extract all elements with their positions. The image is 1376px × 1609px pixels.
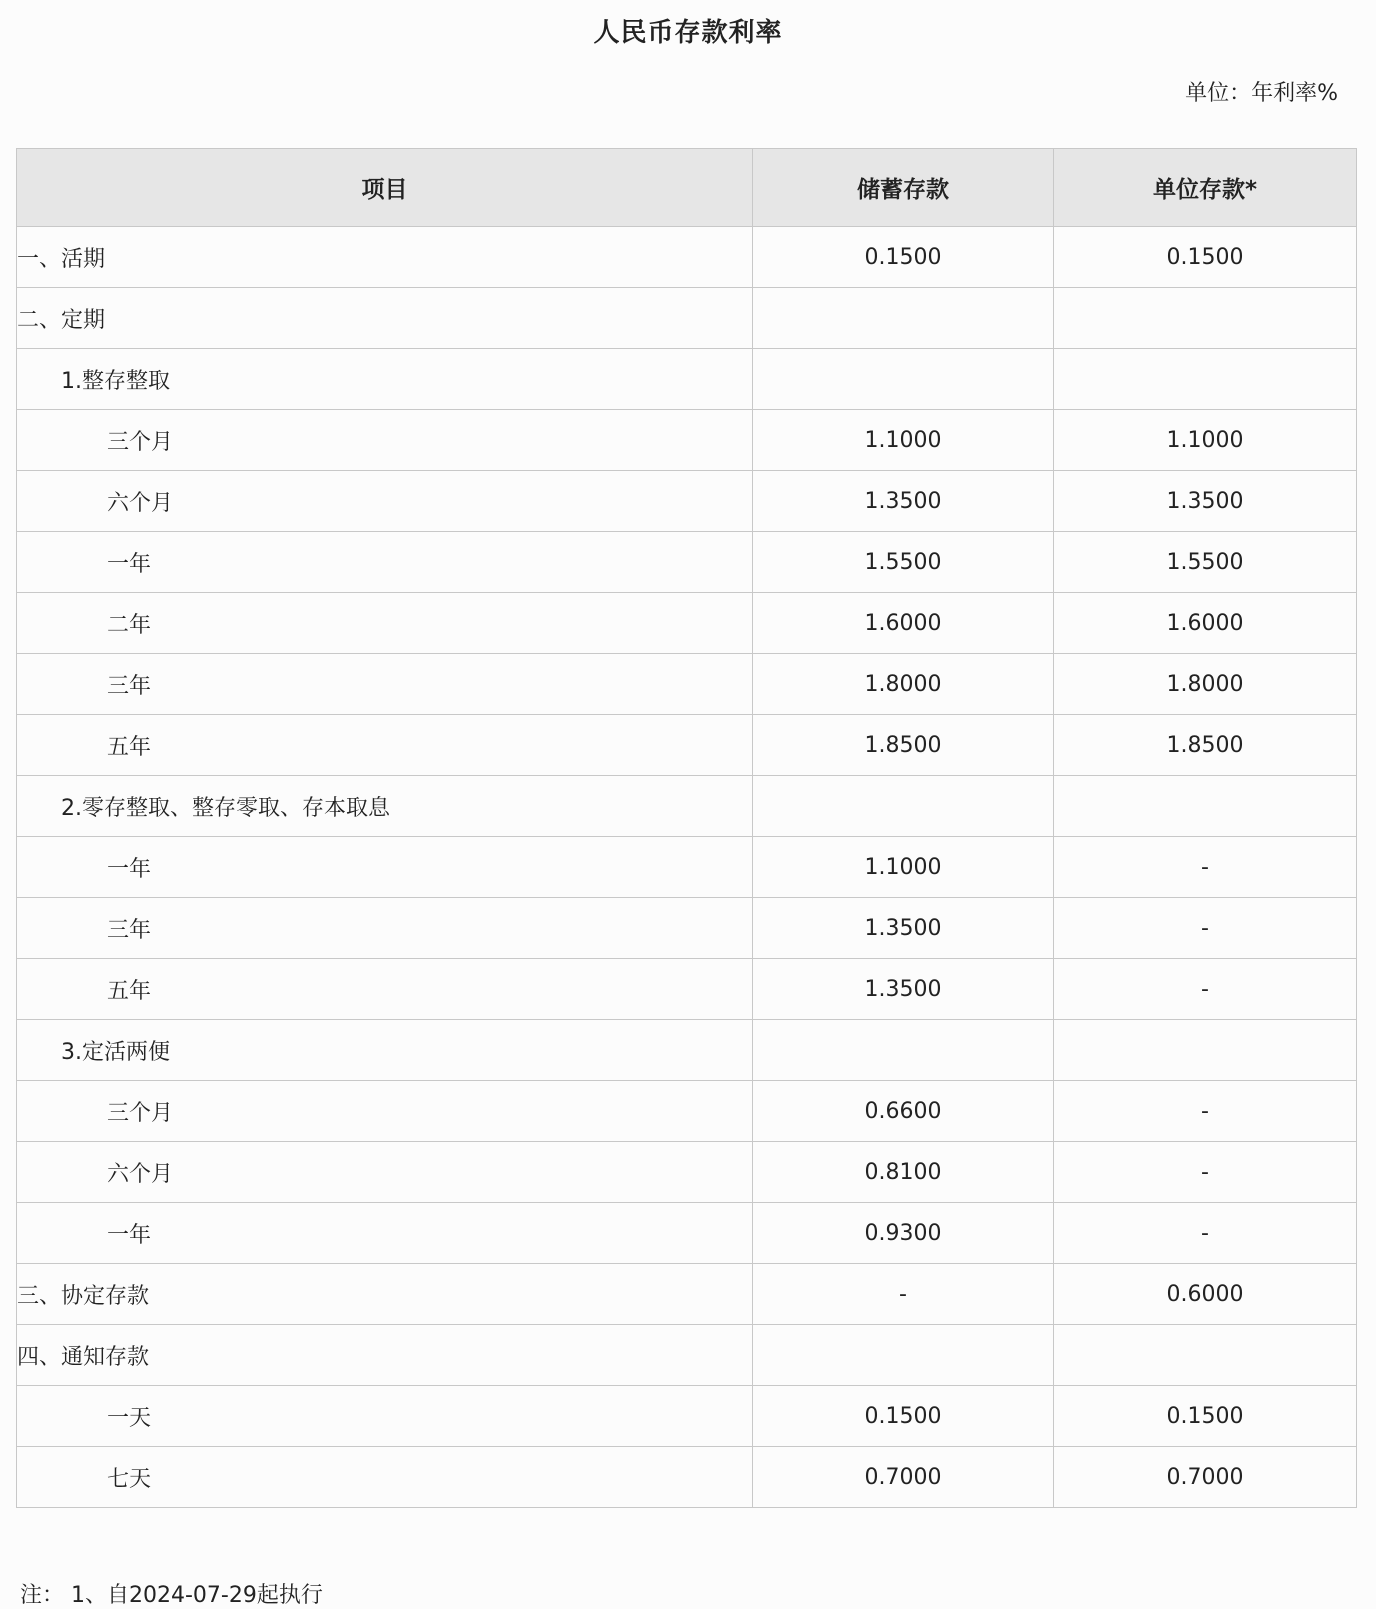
table-row [17, 1447, 1357, 1508]
row-savings: 1.3500 [753, 898, 1054, 959]
row-item: 四、通知存款 [17, 1325, 753, 1386]
row-corporate: 1.8000 [1054, 654, 1357, 715]
row-savings: 1.8000 [753, 654, 1054, 715]
row-savings: 0.6600 [753, 1081, 1054, 1142]
table-row [17, 1142, 1357, 1203]
row-corporate: 1.5500 [1054, 532, 1357, 593]
row-item: 三个月 [17, 1081, 753, 1142]
table-row [17, 288, 1357, 349]
row-item: 三、协定存款 [17, 1264, 753, 1325]
row-item: 三年 [17, 654, 753, 715]
row-corporate: 0.7000 [1054, 1447, 1357, 1508]
page-title: 人民币存款利率 [593, 18, 783, 48]
row-corporate: 1.8500 [1054, 715, 1357, 776]
row-savings [753, 1325, 1054, 1386]
row-savings: 1.5500 [753, 532, 1054, 593]
row-savings: - [753, 1264, 1054, 1325]
row-item: 一年 [17, 532, 753, 593]
row-item: 二、定期 [17, 288, 753, 349]
table-row [17, 532, 1357, 593]
row-savings: 0.9300 [753, 1203, 1054, 1264]
row-savings [753, 349, 1054, 410]
table-row [17, 1264, 1357, 1325]
row-savings: 0.8100 [753, 1142, 1054, 1203]
table-row [17, 227, 1357, 288]
row-item: 五年 [17, 715, 753, 776]
row-savings: 1.3500 [753, 471, 1054, 532]
row-corporate: 1.3500 [1054, 471, 1357, 532]
row-corporate [1054, 1325, 1357, 1386]
table-row [17, 471, 1357, 532]
row-corporate: - [1054, 1203, 1357, 1264]
row-corporate: 1.1000 [1054, 410, 1357, 471]
row-item: 二年 [17, 593, 753, 654]
deposit-rate-table [16, 148, 1357, 1508]
table-row [17, 1325, 1357, 1386]
row-item: 1.整存整取 [17, 349, 753, 410]
row-savings: 0.1500 [753, 1386, 1054, 1447]
row-item: 3.定活两便 [17, 1020, 753, 1081]
table-row [17, 1081, 1357, 1142]
row-corporate: 0.6000 [1054, 1264, 1357, 1325]
row-corporate: - [1054, 1081, 1357, 1142]
row-item: 三个月 [17, 410, 753, 471]
row-corporate: - [1054, 1142, 1357, 1203]
row-savings: 1.3500 [753, 959, 1054, 1020]
table-row [17, 715, 1357, 776]
table-header-row [17, 149, 1357, 227]
row-item: 三年 [17, 898, 753, 959]
row-corporate [1054, 1020, 1357, 1081]
table-row [17, 837, 1357, 898]
row-item: 一天 [17, 1386, 753, 1447]
row-corporate: - [1054, 898, 1357, 959]
table-row [17, 1386, 1357, 1447]
row-corporate: - [1054, 959, 1357, 1020]
row-savings: 1.6000 [753, 593, 1054, 654]
table-row [17, 410, 1357, 471]
table-row [17, 776, 1357, 837]
row-item: 一、活期 [17, 227, 753, 288]
row-savings [753, 1020, 1054, 1081]
row-corporate: - [1054, 837, 1357, 898]
row-item: 一年 [17, 1203, 753, 1264]
row-corporate [1054, 349, 1357, 410]
row-savings: 0.1500 [753, 227, 1054, 288]
table-row [17, 593, 1357, 654]
row-savings [753, 776, 1054, 837]
row-item: 五年 [17, 959, 753, 1020]
row-item: 六个月 [17, 471, 753, 532]
row-corporate: 0.1500 [1054, 1386, 1357, 1447]
row-savings: 1.1000 [753, 837, 1054, 898]
row-item: 一年 [17, 837, 753, 898]
row-corporate [1054, 288, 1357, 349]
table-row [17, 1203, 1357, 1264]
unit-label: 单位：年利率% [1185, 81, 1338, 106]
table-row [17, 654, 1357, 715]
footnote: 注： 1、自2024-07-29起执行 [20, 1583, 323, 1608]
header-item: 项目 [17, 149, 753, 227]
row-item: 2.零存整取、整存零取、存本取息 [17, 776, 753, 837]
table-row [17, 1020, 1357, 1081]
row-savings: 0.7000 [753, 1447, 1054, 1508]
table-row [17, 349, 1357, 410]
table-row [17, 898, 1357, 959]
row-savings [753, 288, 1054, 349]
row-savings: 1.1000 [753, 410, 1054, 471]
table-row [17, 959, 1357, 1020]
row-corporate: 1.6000 [1054, 593, 1357, 654]
header-corporate: 单位存款* [1054, 149, 1357, 227]
row-item: 七天 [17, 1447, 753, 1508]
row-item: 六个月 [17, 1142, 753, 1203]
row-corporate: 0.1500 [1054, 227, 1357, 288]
row-savings: 1.8500 [753, 715, 1054, 776]
row-corporate [1054, 776, 1357, 837]
header-savings: 储蓄存款 [753, 149, 1054, 227]
